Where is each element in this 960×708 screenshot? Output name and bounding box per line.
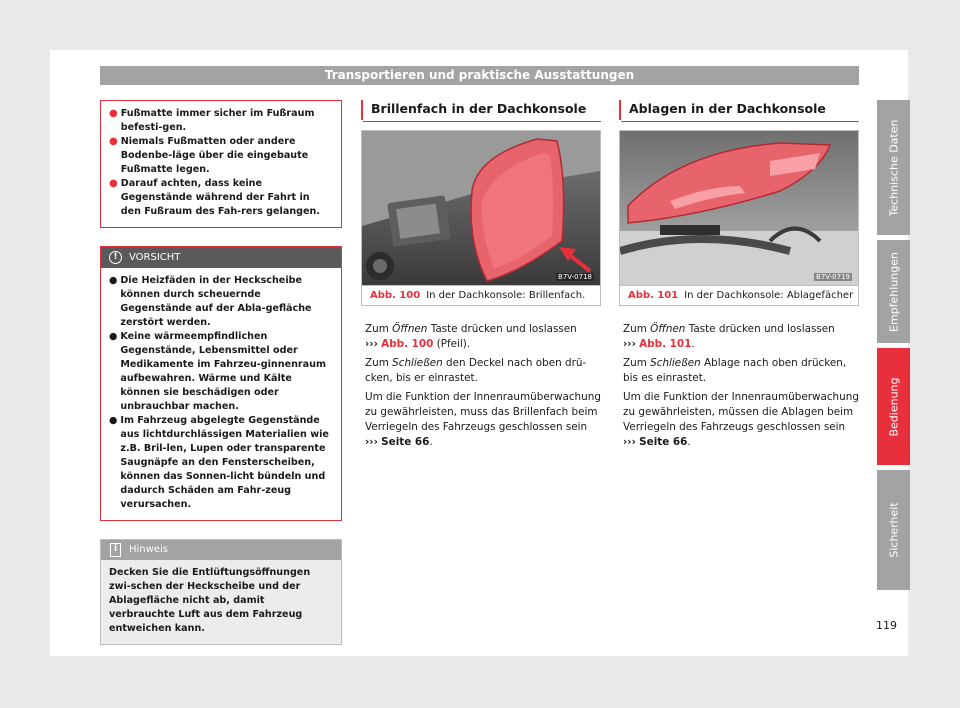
page-header: Transportieren und praktische Ausstattungen xyxy=(100,66,859,85)
hint-header xyxy=(101,540,341,560)
tab-empfehlungen[interactable]: Empfehlungen xyxy=(877,240,910,343)
caution-box xyxy=(100,246,342,521)
page-number: 119 xyxy=(876,619,897,632)
caution-title: VORSICHT xyxy=(129,252,181,263)
hint-title: Hinweis xyxy=(129,544,168,555)
glasses-compartment-illustration xyxy=(362,131,600,285)
paragraph-monitoring: Um die Funktion der Innenraumüberwachung zu gewährleisten, muss das Brillenfach beim Verriegeln des Fahrzeugs geschlossen sein ››› Seite 66. xyxy=(365,391,601,448)
paragraph-monitoring: Um die Funktion der Innenraumüberwachung zu gewährleisten, müssen die Ablagen beim Verriegeln des Fahrzeugs geschlossen sein ››› Seite 66. xyxy=(623,391,859,448)
left-column xyxy=(100,100,342,645)
link-abb-100[interactable]: Abb. 100 xyxy=(381,338,434,350)
hint-body: Decken Sie die Entlüftungsöffnungen zwi-schen der Heckscheibe und der Ablagefläche nicht ab, damit verbrauchte Luft aus dem Fahrzeug entweichen kann. xyxy=(109,567,311,634)
bullet-icon: ● xyxy=(109,108,118,119)
figure-caption: Abb. 101 In der Dachkonsole: Ablagefächer xyxy=(620,285,858,305)
paragraph-close: Zum Schließen den Deckel nach oben drü-cken, bis er einrastet. xyxy=(365,357,587,384)
caution-icon: ! xyxy=(109,251,122,264)
link-abb-101[interactable]: Abb. 101 xyxy=(639,338,692,350)
paragraph-close: Zum Schließen Ablage nach oben drücken, bis es einrastet. xyxy=(623,357,847,384)
paragraph-open: Zum Öffnen Taste drücken und loslassen ››› Abb. 100 (Pfeil). xyxy=(365,323,577,350)
bullet-icon: ● xyxy=(109,136,118,147)
middle-column xyxy=(361,100,601,454)
figure-caption: Abb. 100 In der Dachkonsole: Brillenfach. xyxy=(362,285,600,305)
link-seite-66[interactable]: Seite 66 xyxy=(381,436,430,448)
hint-box xyxy=(100,539,342,645)
caution-item: ● Im Fahrzeug abgelegte Gegenstände aus lichtdurchlässigen Materialien wie z.B. Bril-len, Lupen oder transparente Saugnäpfe an den Fensterscheiben, können das Sonnen-licht bündeln und dadurch Schäden am Fahr-zeug verursachen. xyxy=(109,415,329,510)
bullet-icon: ● xyxy=(109,415,118,426)
bullet-icon: ● xyxy=(109,331,118,342)
info-icon: i xyxy=(110,543,121,557)
caution-item: ● Keine wärmeempfindlichen Gegenstände, Lebensmittel oder Medikamente im Fahrzeu-ginnenraum aufbewahren. Wärme und Kälte können sie beschädigen oder unbrauchbar machen. xyxy=(109,331,326,412)
section-title-ablagen: Ablagen in der Dachkonsole xyxy=(619,100,859,120)
tab-sicherheit[interactable]: Sicherheit xyxy=(877,470,910,590)
warning-item: ● Niemals Fußmatten oder andere Bodenbe-läge über die eingebaute Fußmatte legen. xyxy=(109,136,309,175)
figure-101 xyxy=(619,130,859,306)
figure-photo-storage-trays xyxy=(620,131,858,285)
warning-item: ● Darauf achten, dass keine Gegenstände während der Fahrt in den Fußraum des Fah-rers gelangen. xyxy=(109,178,320,217)
bullet-icon: ● xyxy=(109,178,118,189)
paragraph-open: Zum Öffnen Taste drücken und loslassen ››› Abb. 101. xyxy=(623,323,835,350)
bullet-icon: ● xyxy=(109,275,118,286)
section-title-brillenfach: Brillenfach in der Dachkonsole xyxy=(361,100,601,120)
figure-code: B7V-0718 xyxy=(558,273,592,281)
tab-technische-daten[interactable]: Technische Daten xyxy=(877,100,910,235)
warning-item: ● Fußmatte immer sicher im Fußraum befesti-gen. xyxy=(109,108,315,133)
figure-photo-glasses-compartment xyxy=(362,131,600,285)
caution-item: ● Die Heizfäden in der Heckscheibe können durch scheuernde Gegenstände auf der Abla-gefläche zerstört werden. xyxy=(109,275,312,328)
figure-100 xyxy=(361,130,601,306)
tab-bedienung[interactable]: Bedienung xyxy=(877,348,910,465)
body-text xyxy=(361,322,601,450)
right-column xyxy=(619,100,859,454)
caution-body xyxy=(101,268,341,520)
figure-code: B7V-0719 xyxy=(816,273,850,281)
storage-trays-illustration xyxy=(620,131,858,285)
link-seite-66[interactable]: Seite 66 xyxy=(639,436,688,448)
body-text xyxy=(619,322,859,450)
caution-header xyxy=(101,247,341,268)
warning-box xyxy=(100,100,342,228)
